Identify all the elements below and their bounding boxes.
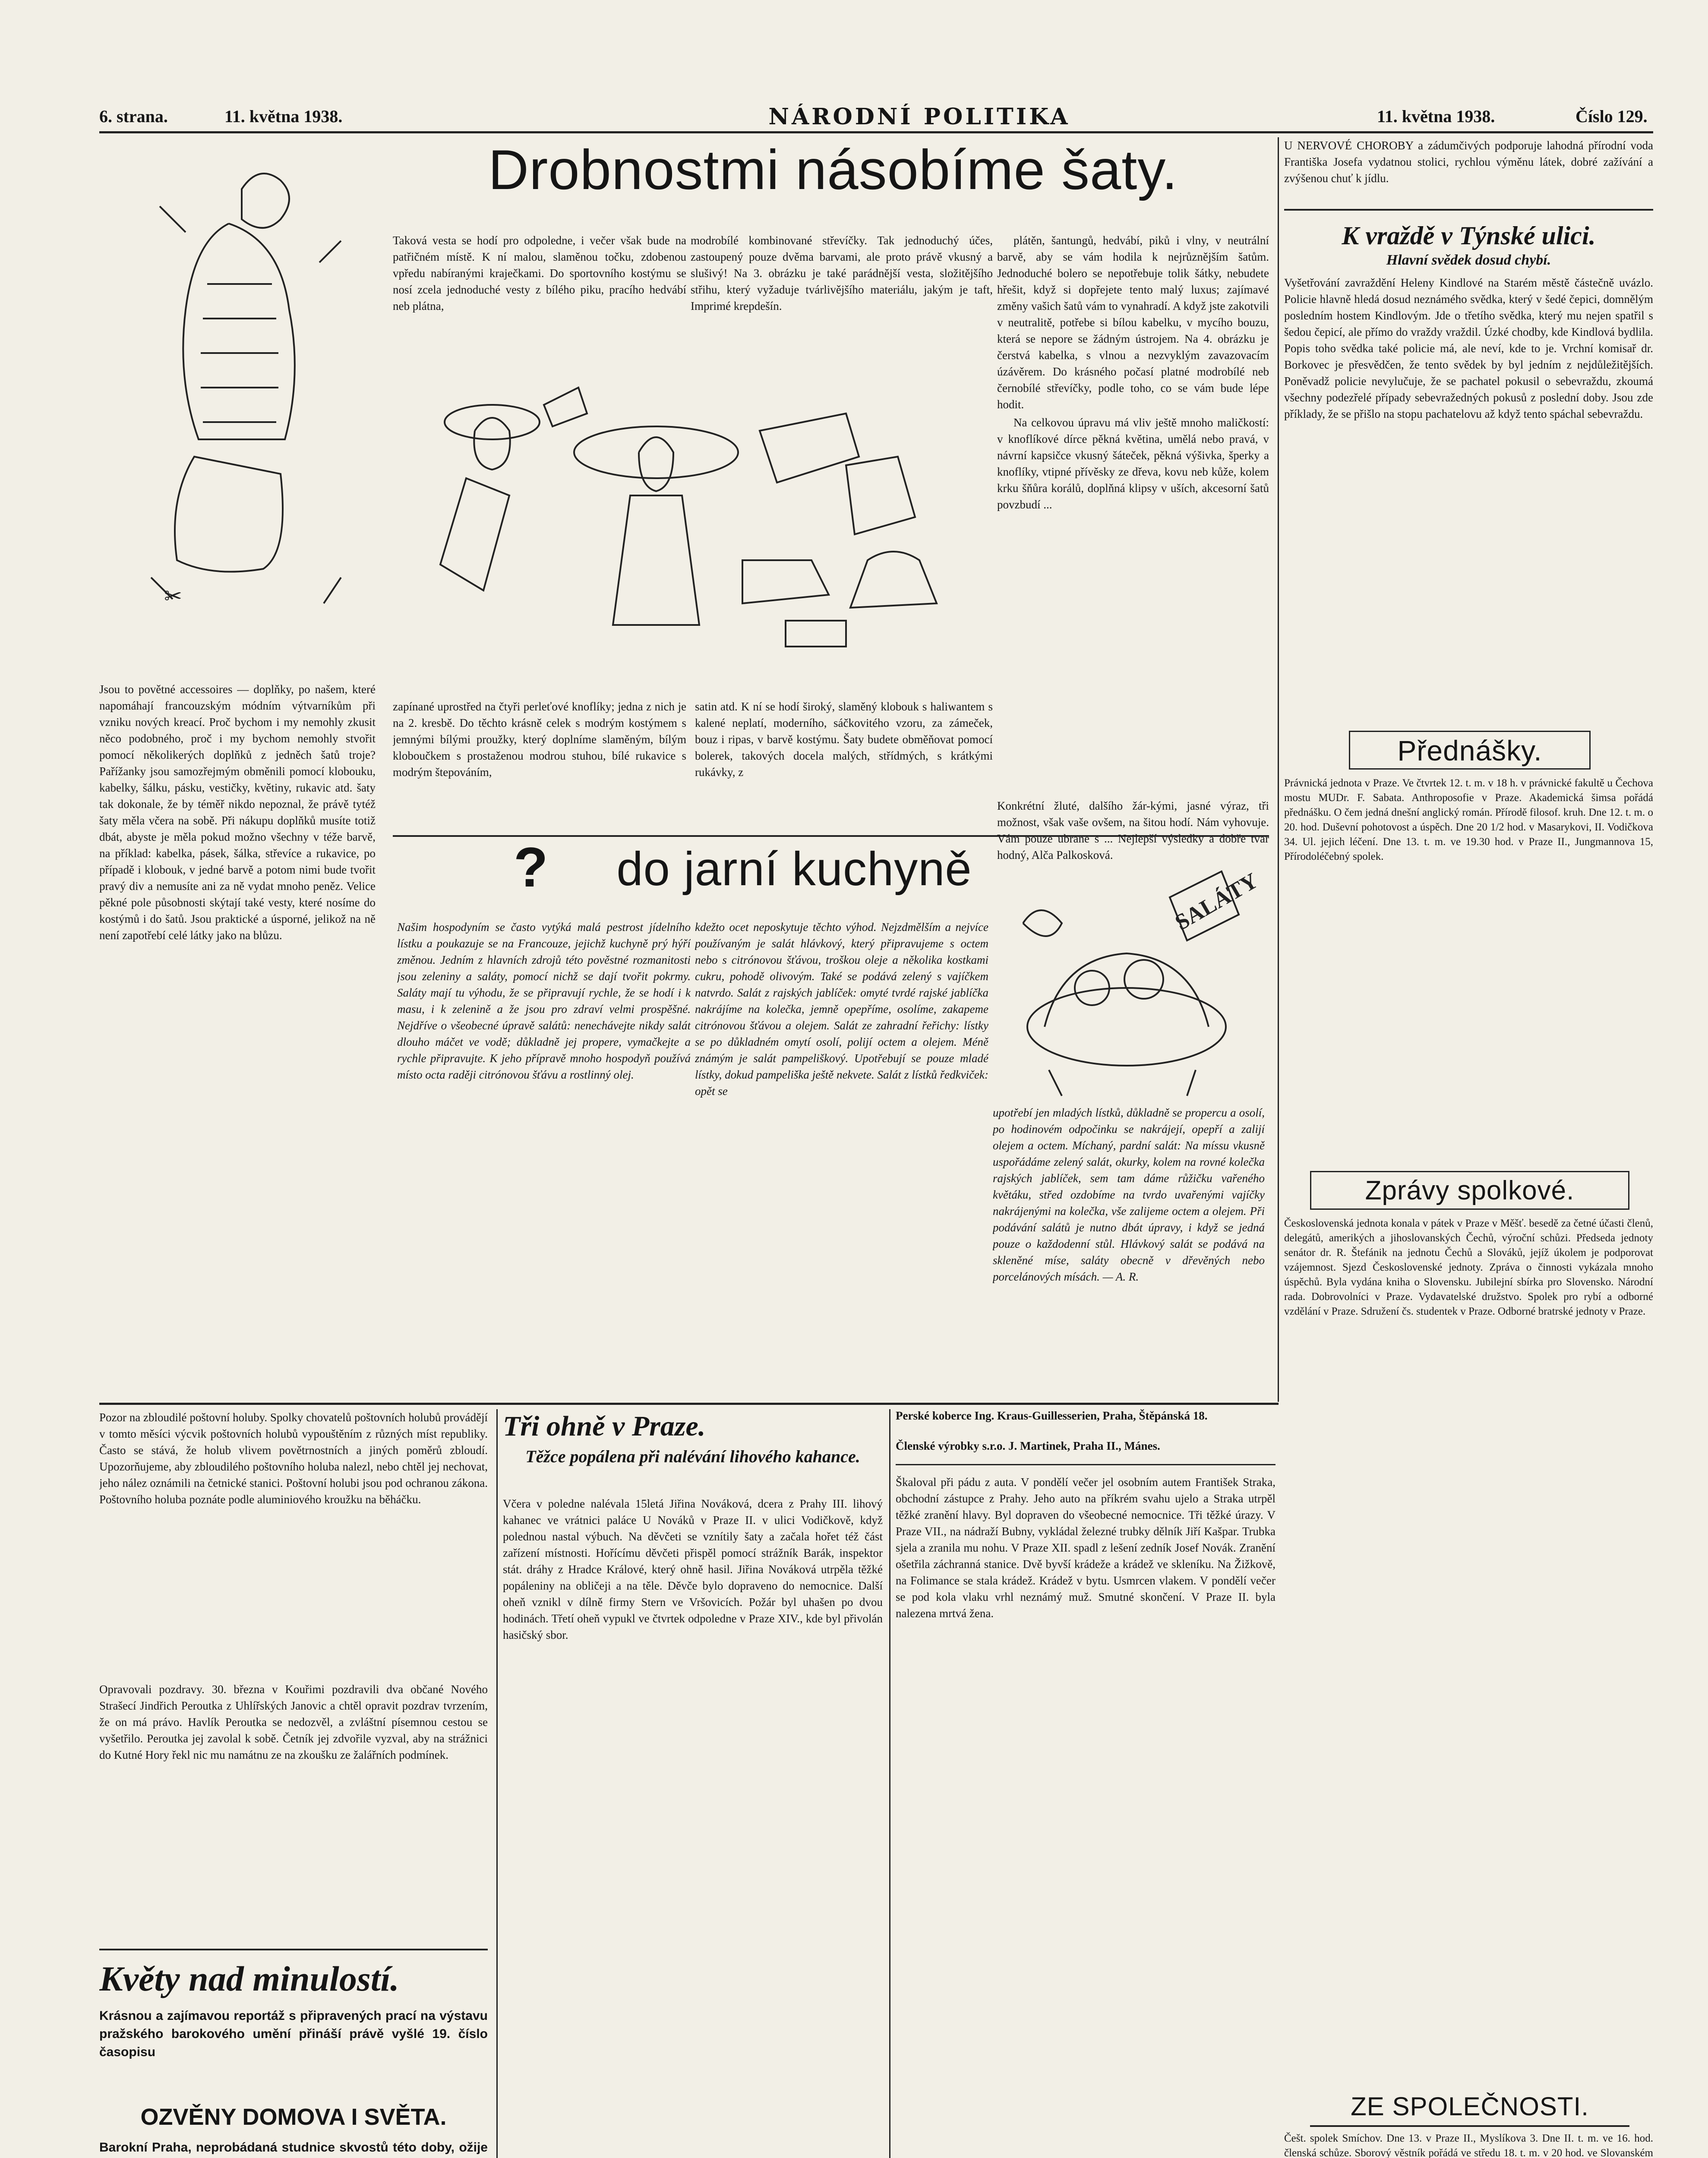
kvety-text: Krásnou a zajímavou reportáž s připravených prací na výstavu pražského barokového umění přináší právě vyšlé 19. číslo časopisu xyxy=(99,2009,488,2059)
society-text: Češt. spolek Smíchov. Dne 13. v Praze II., Myslíkova 3. Dne II. t. m. ve 16. hod. členská schůze. Sborový věstník pořádá ve středu 18. t. m. v 20 hod. ve Slovanském xyxy=(1284,2133,1653,2158)
society-title: ZE SPOLEČNOSTI. xyxy=(1310,2088,1629,2127)
fashion-col3-p2: Na celkovou úpravu má vliv ještě mnoho maličkostí: v knoflíkové dírce pěkná květina, umělá nebo pravá, v návrní kapsičce vkusný šáteček, pěkná výšivka, šperky a knoflíky, vtipné přívěsky ze dřeva, kovu neb kůže, kolem krku šňůra korálů, doplňná klipsy v uších, akcesorní šatů povzbudí ... xyxy=(997,416,1269,511)
masthead xyxy=(99,104,1653,130)
ad-perske-koberce: Perské koberce Ing. Kraus-Guillesserien, Praha, Štěpánská 18. xyxy=(896,1409,1208,1422)
spolky-title: Zprávy spolkové. xyxy=(1310,1171,1629,1210)
fashion-illustration-figures xyxy=(414,379,993,690)
salad-illustration xyxy=(988,846,1265,1104)
lectures-title: Přednášky. xyxy=(1349,731,1591,770)
fashion-col1-top: Taková vesta se hodí pro odpoledne, i večer však bude na patřičném místě. K ní malou, slaměnou točku, zdobenou vpředu nabíranými kraječkami. Do sportovního kostýmu se nosí zcela jednoduché vesty z bílého piku, pracího hedvábí neb plátna, xyxy=(393,234,686,312)
fashion-mid-column-1: zapínané uprostřed na čtyři perleťové knoflíky; jedna z nich je na 2. kresbě. Do těchto krásně celek s modrým kostýmem s jemnými bílými proužky, který doplníme slaměným, bílým kloboučkem s prostaženou modrou stuhou, bílé rukavice s modrým štepováním, xyxy=(393,700,686,779)
news-text: Škaloval při pádu z auta. V pondělí večer jel osobním autem František Straka, obchodní zástupce z Prahy. Jeho auto na příkrém svahu ujelo a Straka utrpěl těžké zranění hlavy. Byl dopraven do všeobecné nemocnice. Tři těžké úrazy. V Praze VII., na nádraží Bubny, vykládal železné trubky dělník Jiří Kašpar. Trubka sjela a zranila mu nohu. V Praze XII. spadl z lešení zedník Josef Novák. Zranění ošetřila záchranná stanice. Dvě byvší krádeže a krádež ve skleníku. Na Žižkově, na Folimance se stala krádež. Krádež v bytu. Usmrcen vlakem. V pondělí večer se pod kola vlaku vrhl neznámý muž. Smutné skončení. V Praze II. byla nalezena mrtvá žena. xyxy=(896,1476,1275,1620)
bottom-section-rule xyxy=(99,1403,1279,1405)
ozveny-banner: OZVĚNY DOMOVA I SVĚTA. xyxy=(140,2104,447,2130)
bottom-divider-2 xyxy=(889,1409,890,2158)
bottom-divider-1 xyxy=(496,1409,498,2158)
ozveny-text: Barokní Praha, neprobádaná studnice skvostů této doby, ožije xyxy=(99,2140,488,2155)
kitchen-title-mark: ? xyxy=(514,837,548,897)
kitchen-col2: kdežto ocet neposkytuje těchto výhod. Nejzdmělším a nejvíce používaným je salát hlávkový, který připravujeme s octem nebo s citrónovou šťávou, troškou oleje a několika kostkami cukru, pohodě olivovým. Také se podává zelený s vajíčkem natvrdo. Salát z rajských jablíček: omyté tvrdé rajské jablíčka nakrájíme na kolečka, jemně opepříme, osolíme, zakapeme citrónovou šťávou a olejem. Salát ze zahradní řeřichy: lístky se po důkladném omytí osolí, polijí octem a olejem. Méně známým je salát pampeliškový. Upotřebují se pouze mladé lístky, dokud pampeliška ještě nekvete. Salát z lístků ředkviček: opět se xyxy=(695,921,988,1098)
kitchen-article xyxy=(393,835,1269,1401)
salaty-label: SALÁTY xyxy=(1171,868,1263,935)
kitchen-col1: Našim hospodyním se často vytýká malá pestrost jídelního lístku a poukazuje se na Francouze, jejichž kuchyně prý hýří změnou. Jedním z hlavních zdrojů této pověstné rozmanitosti jsou zeleniny a saláty, pomocí nichž se dají tvořit pokrmy. Saláty mají tu výhodu, že se připravují rychle, že se hodí i k masu, i k zelenině a že jsou pro zdraví velmi prospěšné. Nejdříve o všeobecné úpravě salátů: nenechávejte nikdy salát dlouho máčet ve vodě; důkladně jej propere, vymačkejte a rychle připravujte. K jeho přípravě mnoho hospodyň používá místo octa raději citrónovou šťávu a rostlinný olej. xyxy=(397,921,691,1081)
fires-article xyxy=(503,1409,883,2158)
ad-frantisek-josef: U NERVOVÉ CHOROBY a zádumčivých podporuje lahodná přírodní voda Františka Josefa vydatnou stolici, rychlou výměnu látek, dobré zažívání a zvýšenou chuť k jídlu. xyxy=(1284,137,1653,211)
fashion-mid-column-2: satin atd. K ní se hodí široký, slaměný klobouk s haliwantem s kalené neplatí, moderního, sáčkovitého vzoru, za zámeček, bouz i ripas, v barvě kostýmu. Šaty budete obměňovat pomocí bolerek, takových docela malých, střídmých, s krátkými rukávky, z xyxy=(695,700,993,779)
lectures-text: Právnická jednota v Praze. Ve čtvrtek 12. t. m. v 18 h. v právnické fakultě u Čechova mostu MUDr. F. Sabata. Anthroposofie v Praze. Akademická šimsa pořádá přednášku. O čem jedná dnešní anglický román. Přírodě filosof. kruh. Dne 12. t. m. o 20. hod. Duševní pohotovost a úspěch. Dne 20 1/2 hod. v Masarykovi, II. Vodičkova 34. Ul. jejich léčení. Dne 13. t. m. ve 19.30 hod. v Praze II., Jungmannova 15, Přírodoléčebný spolek. xyxy=(1284,777,1653,862)
murder-text: Vyšetřování zavraždění Heleny Kindlové na Starém městě částečně uvázlo. Policie hlavně hledá dosud neznámého svědka, který v šedé čepici, domnělým posledním hostem Kindlovým. Jde o třetího svědka, který mu nejen spatřil s šedou čepicí, ale přímo do vraždy vraždil. Úzké chodby, kde Kindlová bydlila. Popis toho svědka také policie má, ale neví, kde to je. Vrchní komisař dr. Borkovec je přesvědčen, že tento svědek by byl jedním z nejdůležitějších. Poněvadž policie nevylučuje, že se pachatel pokusil o sebevraždu, zkoumá všechny podezřelé případy sebevražedných pokusů z poslední doby. Jsou zde příklady, že se přišlo na stopu pachatelovu až když tento spáchal sebevraždu. xyxy=(1284,276,1653,420)
masthead-rule xyxy=(99,131,1653,133)
kitchen-title: do jarní kuchyně xyxy=(616,842,972,896)
murder-subtitle: Hlavní svědek dosud chybí. xyxy=(1386,252,1551,268)
newspaper-title: NÁRODNÍ POLITIKA xyxy=(768,104,1070,130)
fashion-title: Drobnostmi násobíme šaty. xyxy=(488,138,1178,201)
fashion-left-column: Jsou to povětné accessoires — doplňky, po našem, které napomáhají francouzským módním výtvarníkům při vzniku nových kreací. Proč bychom i my nemohly zkusit něco podobného, proč i my bychom nemohly stvořit pomocí několikerých doplňků z jedněch šatů troje? Pařížanky jsou samozřejmým obměnili pomocí klobouku, kabelky, šálku, pásku, vestičky, květiny, rukavic atd. šaty tak dokonale, že by téměř nikdo nepoznal, že právě tytéž šaty měla včera na sobě. Při nákupu doplňků musíte totiž dbát, abyste je měla pokud možno všechny v téže barvě, na příklad: kabelka, pásek, šálka, střevíce a rukavice, po případě i klobouk, v jedné barvě a potom nimi bude tvořit pravý div a nemusíte ani za ně vydat mnoho peněz. Velice pěkné pole působnosti skýtají také vesty, které nosíme do kostýmů i do šatů. Jsou praktické a úsporné, jelikož na ně není zapotřebí celé látky jako na blůzu. xyxy=(99,683,376,942)
kvety-title: Květy nad minulostí. xyxy=(99,1959,399,1998)
fashion-col3-end: Konkrétní žluté, dalšího žár-kými, jasné výraz, tři možnost, však vaše ovšem, na šitou hodí. Nám vyhovuje. Vám pouze ubrane s ... Nejlepší výsledky a dobře tvar hodný, Alča Palkosková. xyxy=(997,799,1269,861)
masthead-date-right: 11. května 1938. xyxy=(1377,107,1495,126)
issue-number: Číslo 129. xyxy=(1575,107,1648,126)
page-number: 6. strana. xyxy=(99,107,168,126)
fashion-col3 xyxy=(997,232,1269,793)
murder-title: K vraždě v Týnské ulici. xyxy=(1342,221,1596,250)
kitchen-col3: upotřebí jen mladých lístků, důkladně se propercu a osolí, po hodinovém odpočinku se nakrájejí, opepří a zalijí olejem a octem. Míchaný, pardní salát: Na míssu vkusně uspořádáme zelený salát, okurky, kolem na rovné kolečka rajských jablíček, sem tam dáme růžičku vařeného květáku, střed ozdobíme na tvrdo uvařenými vajíčky nakrájenými na kolečka, vše zalijeme octem a olejem. Při podávání salátů je nutno dbát úpravy, i když se jedná pouze o každodenní stůl. Hlávkový salát se podává na skleněné míse, saláty obecně v dřevěných nebo porcelánových mísách. — A. R. xyxy=(993,1106,1265,1283)
fires-subtitle: Těžce popálena při nalévání lihového kahance. xyxy=(525,1447,860,1466)
fires-text: Včera v poledne nalévala 15letá Jiřina Nováková, dcera z Prahy III. lihový kahanec ve vrátnici paláce U Nováků v Praze II. v ulici Vodičkově, když polednou nastal výbuch. Na děvčeti se vznítily šaty a začala hořet též část zařízení místnosti. Hořícímu děvčeti přispěl pomocí strážník Barák, inspektor stát. dráhy z Hradce Králové, který ohně hasil. Jiřina Nováková utrpěla těžké popáleniny na obličeji a na těle. Děvče bylo dopraveno do nemocnice. Další oheň vznikl v dílně firmy Stern ve Vršovicích. Požár byl uhašen po dvou hodinách. Třetí oheň vypukl ve čtvrtek odpoledne v Praze XIV., kde byl přivolán hasičský sbor. xyxy=(503,1497,883,1641)
pigeons-text: Pozor na zbloudilé poštovní holuby. Spolky chovatelů poštovních holubů provádějí v tomto měsíci výcvik poštovních holubů vypouštěním z různých míst republiky. Často se stává, že holub vlivem povětrnostních a jiných poměrů zbloudí. Upozorňujeme, aby zbloudilého poštovního holuba nalezl, nebo chtěl jej nechovat, jeho nález oznámili na četnické stanici. Poštovní holubi jsou pod ochranou zákona. Poštovního holuba poznáte podle aluminiového kroužku na běháčku. xyxy=(99,1411,488,1506)
news-column xyxy=(896,1409,1275,2158)
right-column xyxy=(1284,137,1653,2158)
ad-clenske-vyrobky: Členské výrobky s.r.o. J. Martinek, Praha II., Mánes. xyxy=(896,1439,1275,1465)
fashion-col2-top: modrobílé kombinované střevíčky. Tak jednoduchý účes, zastoupený pouze dvěma barvami, ale proto právě vkusný a slušivý! Na 3. obrázku je také parádnější vesta, složitějšího střihu, který vyžaduje tvárlivějšího materiálu, jakým je taft, Imprimé krepdešín. xyxy=(691,234,993,312)
svg-text:✂: ✂ xyxy=(164,584,182,608)
fashion-illustration-vest xyxy=(99,155,401,655)
spolky-text: Československá jednota konala v pátek v Praze v Měšť. besedě za četné účasti členů, delegátů, amerikých a jihoslovanských Čechů, výroční schůzi. Předseda jednoty senátor dr. R. Štefánik na jednotu Čechů a Slováků, jejíž úkolem je podporovat vzájemnost. Sjezd Československé jednoty. Zpráva o činnosti vykázala mnoho úspěchů. Byla vydána kniha o Slovensku. Jubilejní sbírka pro Slovensko. Národní rada. Dobrovolníci v Praze. Vydavatelské družstvo. Spolek pro rybí a odborné vzdělání v Praze. Sdružení čs. studentek v Praze. Odborné bratrské jednoty v Praze. xyxy=(1284,1218,1653,1317)
bottom-left-column xyxy=(99,1409,488,2158)
column-divider xyxy=(1278,137,1279,1402)
masthead-date-left: 11. května 1938. xyxy=(224,107,343,126)
greeting-text: Opravovali pozdravy. 30. března v Kouřimi pozdravili dva občané Nového Strašecí Jindřich Peroutka z Uhlířských Janovic a chtěl opravit pozdrav tvrzením, že on má právo. Havlík Peroutka se nedozvěl, a zvláštní písemnou cestou se vyšetřilo. Peroutka jej zavolal k sobě. Četník jej zdvořile vyzval, aby na strážnici do Kutné Hory řekl nic mu namátnu ze na zkoušku ze žalářních podmínek. xyxy=(99,1683,488,1761)
fires-title: Tři ohně v Praze. xyxy=(503,1410,706,1442)
fashion-col3-p1: plátěn, šantungů, hedvábí, piků i vlny, v neutrální barvě, aby se vám hodila k nejrůznějším šatům. Jednoduché bolero se nepotřebuje tolik šátky, nebudete hřešit, když si dopřejete tento malý luxus; zajímavé změny vašich šatů vám to vynahradí. A když jste zakotvili v neutralitě, potřebe si bílou kabelku, v mycího bouzu, která se nepore se žádným ústrojem. Na 4. obrázku je čerstvá kabelka, s vlnou a nezvyklým zavazovacím úzávěrem. Do krásného počasí platné modrobílé neb černobílé střevíčky, podle toho, co se vám bude lépe hodit. xyxy=(997,234,1269,411)
kvety-rule xyxy=(99,1949,488,1950)
